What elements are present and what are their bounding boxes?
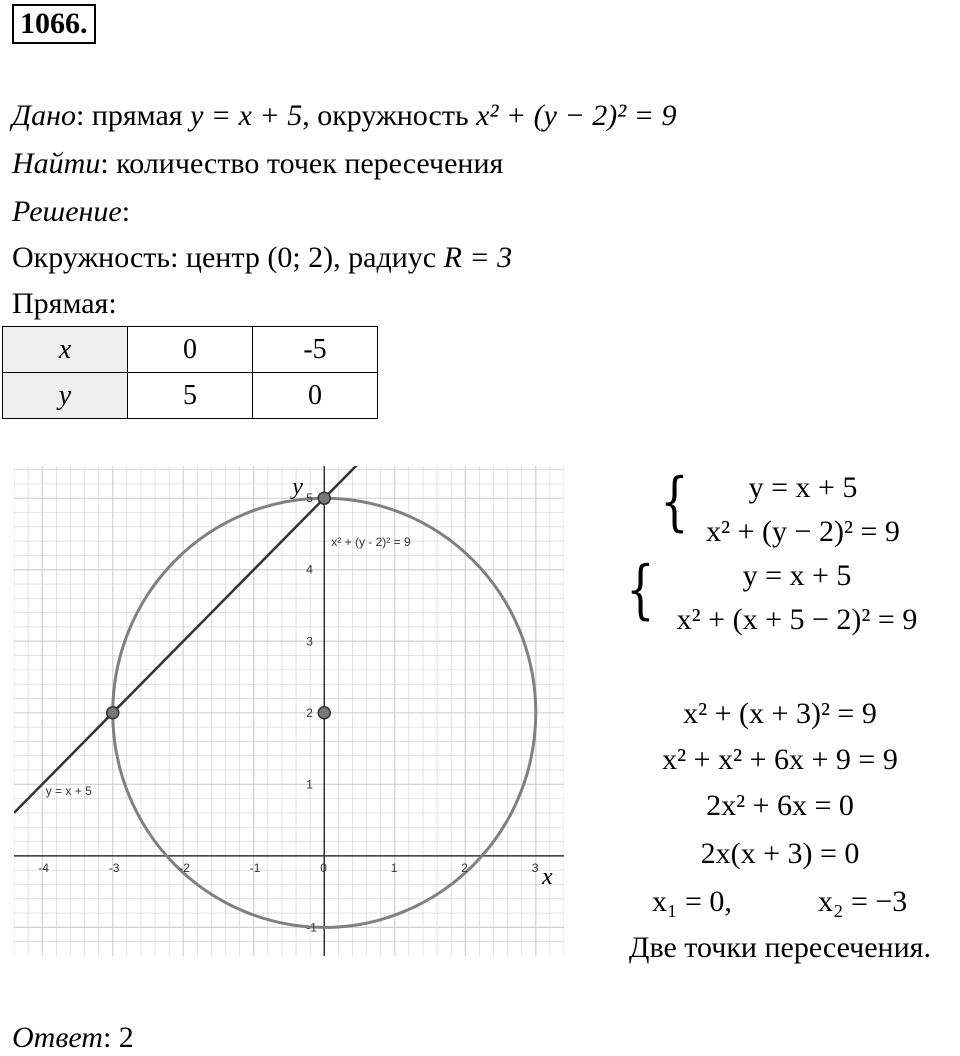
system2-eq1: y = x + 5 xyxy=(742,559,852,592)
step-1: x² + (x + 3)² = 9 xyxy=(683,697,877,730)
solution-label: Решение xyxy=(12,195,122,228)
table-head-x: x xyxy=(3,327,128,373)
x-tick-label: -1 xyxy=(249,860,261,875)
system-brace: { xyxy=(660,465,689,539)
conclusion: Две точки пересечения. xyxy=(629,931,931,964)
y-tick-label: 2 xyxy=(306,705,313,720)
system1-eq2: x² + (y − 2)² = 9 xyxy=(706,515,900,548)
y-tick-label: 4 xyxy=(306,562,313,577)
coordinate-graph xyxy=(14,466,564,956)
x-tick-label: -2 xyxy=(179,860,190,875)
table-cell: 0 xyxy=(128,327,253,373)
solution-colon: : xyxy=(121,195,131,228)
table-row xyxy=(3,327,378,373)
value-table xyxy=(2,326,378,419)
solution-line xyxy=(12,194,130,230)
answer-value: : 2 xyxy=(102,1021,134,1054)
answer-label: Ответ xyxy=(12,1021,103,1054)
x-tick-label: 1 xyxy=(390,860,398,875)
circle-radius: R = 3 xyxy=(443,241,513,274)
x-tick-label: 3 xyxy=(531,860,539,875)
given-comma: , окружность xyxy=(302,99,477,132)
system1-eq1: y = x + 5 xyxy=(748,471,858,504)
problem-number: 1066. xyxy=(12,4,96,44)
find-label: Найти xyxy=(12,147,101,180)
answer-line xyxy=(12,1020,134,1056)
find-text: : количество точек пересечения xyxy=(100,147,504,180)
x-tick-label: 0 xyxy=(320,860,327,875)
table-row xyxy=(3,373,378,419)
step-4: 2x(x + 3) = 0 xyxy=(700,837,860,870)
table-cell: -5 xyxy=(253,327,378,373)
table-head-y: y xyxy=(3,373,128,419)
given-line xyxy=(12,98,676,134)
circle-info-text: Окружность: центр (0; 2), радиус xyxy=(12,241,444,274)
line-label: Прямая: xyxy=(12,287,117,320)
given-line-eq: y = x + 5 xyxy=(190,99,303,132)
given-sep: : xyxy=(75,99,85,132)
y-tick-label: -1 xyxy=(306,920,317,935)
x-axis-label: x xyxy=(542,863,553,890)
step-3: 2x² + 6x = 0 xyxy=(706,789,854,822)
given-circle-eq: x² + (y − 2)² = 9 xyxy=(476,99,677,132)
x-tick-label: 2 xyxy=(461,860,468,875)
root-1: x₁ = 0, xyxy=(652,885,732,918)
y-tick-label: 3 xyxy=(306,634,313,649)
data-point xyxy=(318,492,330,504)
step-2: x² + x² + 6x + 9 = 9 xyxy=(662,743,898,776)
circle-label: x² + (y - 2)² = 9 xyxy=(331,535,411,550)
y-axis-label: y xyxy=(292,474,303,500)
x-tick-label: -3 xyxy=(108,860,120,875)
data-point xyxy=(318,707,330,719)
root-2: x₂ = −3 xyxy=(818,885,908,918)
table-cell: 0 xyxy=(253,373,378,419)
find-line xyxy=(12,146,503,182)
x-tick-label: -4 xyxy=(38,860,49,875)
y-tick-label: 5 xyxy=(306,491,313,506)
line-label: y = x + 5 xyxy=(45,784,92,799)
system-brace: { xyxy=(626,553,655,627)
system2-eq2: x² + (x + 5 − 2)² = 9 xyxy=(676,603,918,636)
table-cell: 5 xyxy=(128,373,253,419)
line-graph xyxy=(14,466,564,813)
y-tick-label: 1 xyxy=(306,777,313,792)
given-label: Дано xyxy=(12,99,76,132)
given-text: прямая xyxy=(91,99,191,132)
data-point xyxy=(107,707,119,719)
circle-info-line xyxy=(12,240,512,276)
